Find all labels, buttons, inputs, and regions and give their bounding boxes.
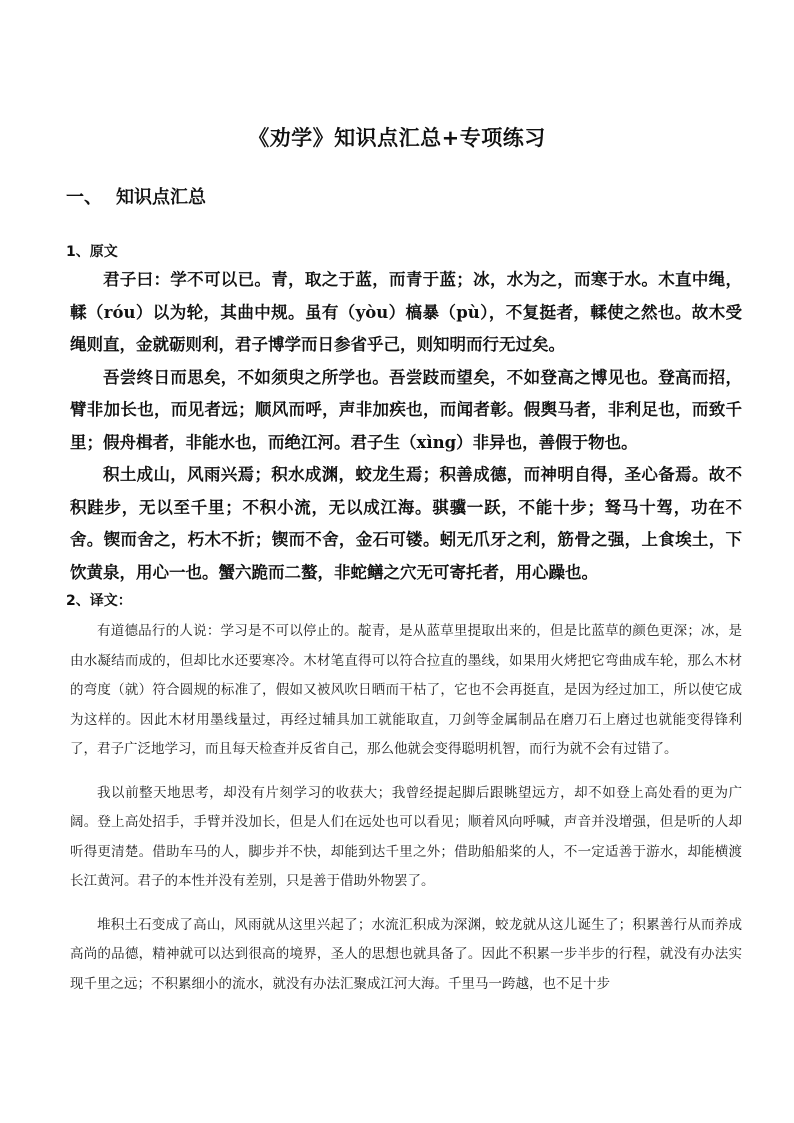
original-paragraph: 积土成山，风雨兴焉；积水成渊，蛟龙生焉；积善成德，而神明自得，圣心备焉。故不积跬步，无以至千里；不积小流，无以成江海。骐骥一跃，不能十步；驽马十驾，功在不舍。锲而舍之，朽木不折；锲而不舍，金石可镂。蚓无爪牙之利，筋骨之强，上食埃土，下饮黄泉，用心一也。蟹六跪而二螯，非蛇鳝之穴无可寄托者，用心躁也。 [70, 465, 742, 582]
section-heading [66, 183, 206, 209]
translation-paragraph: 有道德品行的人说：学习是不可以停止的。靛青，是从蓝草里提取出来的，但是比蓝草的颜色更深；冰，是由水凝结而成的，但却比水还要寒冷。木材笔直得可以符合拉直的墨线，如果用火烤把它弯曲成车轮，那么木材的弯度（就）符合圆规的标准了，假如又被风吹日晒而干枯了，它也不会再挺直，是因为经过加工，所以使它成为这样的。因此木材用墨线量过，再经过辅具加工就能取直，刀剑等金属制品在磨刀石上磨过也就能变得锋利了，君子广泛地学习，而且每天检查并反省自己，那么他就会变得聪明机智，而行为就不会有过错了。 [70, 623, 742, 757]
translation-paragraph: 堆积土石变成了高山，风雨就从这里兴起了；水流汇积成为深渊，蛟龙就从这儿诞生了；积累善行从而养成高尚的品德，精神就可以达到很高的境界，圣人的思想也就具备了。因此不积累一步半步的行程，就没有办法实现千里之远；不积累细小的流水，就没有办法汇聚成江河大海。千里马一跨越，也不足十步 [70, 916, 742, 992]
original-paragraph: 君子曰：学不可以已。青，取之于蓝，而青于蓝；冰，水为之，而寒于水。木直中绳，輮（róu）以为轮，其曲中规。虽有（yòu）槁暴（pù），不复挺者，輮使之然也。故木受绳则直，金就砺则利，君子博学而日参省乎己，则知明而行无过矣。 [70, 270, 742, 354]
translation-paragraph: 我以前整天地思考，却没有片刻学习的收获大；我曾经提起脚后跟眺望远方，却不如登上高处看的更为广阔。登上高处招手，手臂并没加长，但是人们在远处也可以看见；顺着风向呼喊，声音并没增强，但是听的人却听得更清楚。借助车马的人，脚步并不快，却能到达千里之外；借助船船桨的人，不一定适善于游水，却能横渡长江黄河。君子的本性并没有差别，只是善于借助外物罢了。 [70, 784, 742, 889]
document-title: 《劝学》知识点汇总+专项练习 [248, 126, 546, 150]
original-text [70, 264, 742, 589]
original-text-heading: 1、原文 [66, 244, 118, 260]
translation-text [70, 617, 742, 1013]
original-paragraph: 吾尝终日而思矣，不如须臾之所学也。吾尝跂而望矣，不如登高之博见也。登高而招，臂非加长也，而见者远；顺风而呼，声非加疾也，而闻者彰。假舆马者，非利足也，而致千里；假舟楫者，非能水也，而绝江河。君子生（xìng）非异也，善假于物也。 [70, 367, 742, 452]
section-number: 一、 [66, 187, 102, 208]
section-label: 知识点汇总 [116, 187, 206, 208]
translation-heading: 2、译文： [66, 593, 132, 609]
